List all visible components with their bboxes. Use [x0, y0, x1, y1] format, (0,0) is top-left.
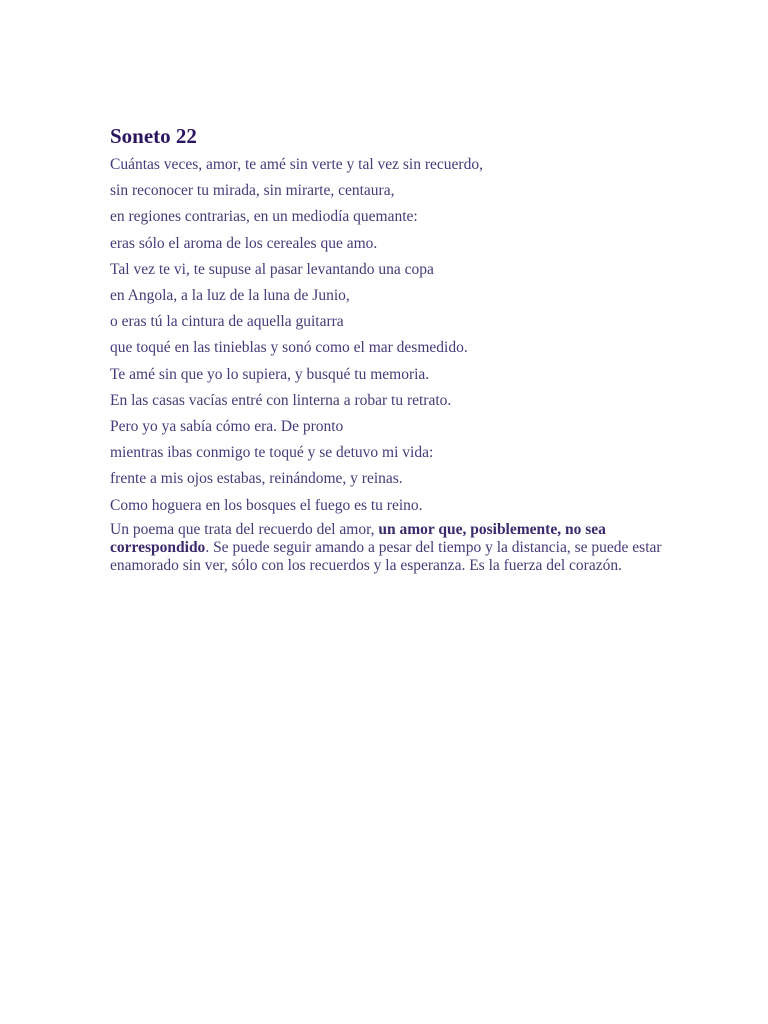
- verse-line: Cuántas veces, amor, te amé sin verte y tal vez sin recuerdo,: [110, 156, 483, 173]
- verse-line: mientras ibas conmigo te toqué y se detuvo mi vida:: [110, 444, 434, 462]
- verse-line: En las casas vacías entré con linterna a robar tu retrato.: [110, 391, 452, 409]
- poem-title: Soneto 22: [110, 124, 197, 148]
- summary-emphasis: un amor que, posiblemente, no sea correspondido: [110, 520, 606, 556]
- verse-line: Como hoguera en los bosques el fuego es tu reino.: [110, 496, 423, 514]
- verse-line: en regiones contrarias, en un mediodía quemante:: [110, 208, 418, 226]
- poem-summary: [110, 521, 666, 575]
- verse-line: Te amé sin que yo lo supiera, y busqué tu memoria.: [110, 365, 430, 383]
- verse-line: Tal vez te vi, te supuse al pasar levantando una copa: [110, 260, 434, 278]
- poem-verses: [110, 152, 670, 519]
- document-page: [110, 122, 670, 575]
- verse-line: Pero yo ya sabía cómo era. De pronto: [110, 418, 344, 436]
- summary-rest: . Se puede seguir amando a pesar del tiempo y la distancia, se puede estar enamorado sin ver, sólo con los recuerdos y la esperanza. Es la fuerza del corazón.: [110, 538, 662, 574]
- verse-line: en Angola, a la luz de la luna de Junio,: [110, 287, 350, 305]
- summary-intro: Un poema que trata del recuerdo del amor,: [110, 520, 379, 538]
- verse-line: sin reconocer tu mirada, sin mirarte, centaura,: [110, 182, 395, 200]
- verse-line: frente a mis ojos estabas, reinándome, y reinas.: [110, 470, 403, 488]
- verse-line: o eras tú la cintura de aquella guitarra: [110, 313, 344, 331]
- verse-line: que toqué en las tinieblas y sonó como el mar desmedido.: [110, 339, 468, 357]
- verse-line: eras sólo el aroma de los cereales que amo.: [110, 234, 378, 252]
